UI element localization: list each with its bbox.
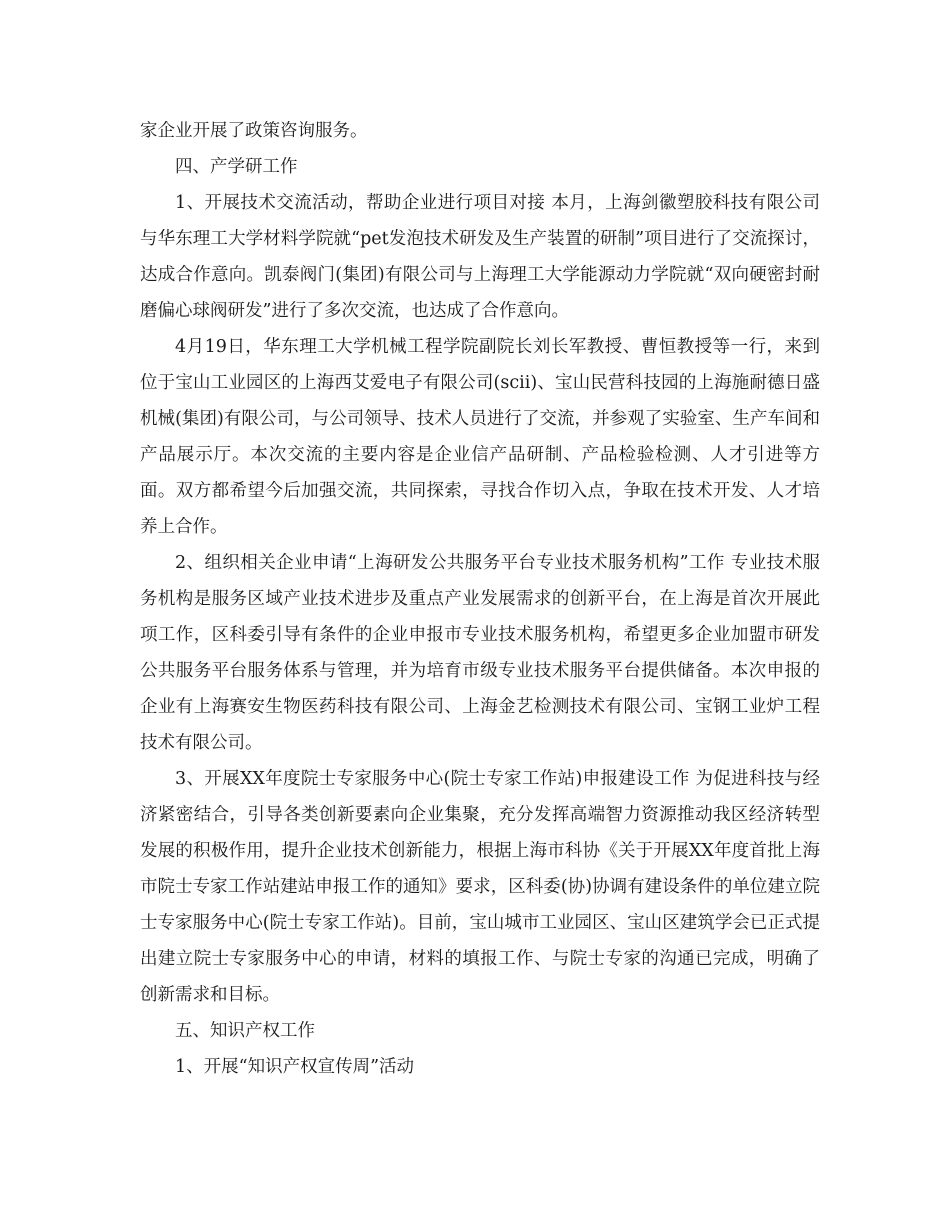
paragraph-tech-exchange: 1、开展技术交流活动，帮助企业进行项目对接 本月，上海剑徽塑胶科技有限公司与华东理工大学材料学院就“pet发泡技术研发及生产装置的研制”项目进行了交流探讨，达成合作意向。凯泰阀门(集团)有限公司与上海理工大学能源动力学院就“双向硬密封耐磨偏心球阀研发”进行了多次交流，也达成了合作意向。 [140, 193, 820, 321]
document-body [140, 113, 820, 1085]
paragraph-ip-week: 1、开展“知识产权宣传周”活动 [175, 1057, 415, 1077]
paragraph-continuation: 家企业开展了政策咨询服务。 [140, 121, 368, 141]
paragraph-april-visit: 4月19日，华东理工大学机械工程学院副院长刘长军教授、曹恒教授等一行，来到位于宝山工业园区的上海西艾爱电子有限公司(scii)、宝山民营科技园的上海施耐德日盛机械(集团)有限公司，与公司领导、技术人员进行了交流，并参观了实验室、生产车间和产品展示厅。本次交流的主要内容是企业信产品研制、产品检验检测、人才引进等方面。双方都希望今后加强交流，共同探索，寻找合作切入点，争取在技术开发、人才培养上合作。 [140, 337, 820, 537]
section-heading-industry-research: 四、产学研工作 [175, 157, 298, 177]
paragraph-academician-center: 3、开展XX年度院士专家服务中心(院士专家工作站)申报建设工作 为促进科技与经济紧密结合，引导各类创新要素向企业集聚，充分发挥高端智力资源推动我区经济转型发展的积极作用，提升企业技术创新能力，根据上海市科协《关于开展XX年度首批上海市院士专家工作站建站申报工作的通知》要求，区科委(协)协调有建设条件的单位建立院士专家服务中心(院士专家工作站)。目前，宝山城市工业园区、宝山区建筑学会已正式提出建立院士专家服务中心的申请，材料的填报工作、与院士专家的沟通已完成，明确了创新需求和目标。 [140, 769, 820, 1005]
paragraph-service-platform: 2、组织相关企业申请“上海研发公共服务平台专业技术服务机构”工作 专业技术服务机构是服务区域产业技术进步及重点产业发展需求的创新平台，在上海是首次开展此项工作，区科委引导有条件的企业申报市专业技术服务机构，希望更多企业加盟市研发公共服务平台服务体系与管理，并为培育市级专业技术服务平台提供储备。本次申报的企业有上海赛安生物医药科技有限公司、上海金艺检测技术有限公司、宝钢工业炉工程技术有限公司。 [140, 553, 820, 753]
section-heading-ip: 五、知识产权工作 [175, 1021, 315, 1041]
